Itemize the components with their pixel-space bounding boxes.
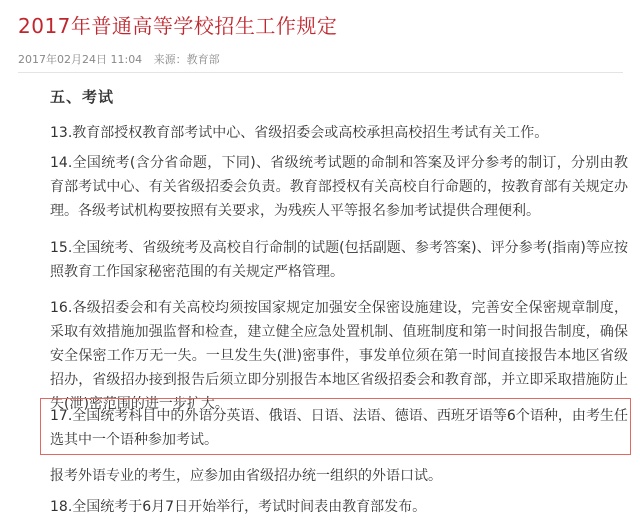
- title-divider: [18, 72, 623, 73]
- article-title: 2017年普通高等学校招生工作规定: [18, 14, 338, 38]
- publish-date: 2017年02月24日 11:04: [18, 53, 143, 66]
- paragraph-foreign-language-oral: 报考外语专业的考生，应参加由省级招办统一组织的外语口试。: [50, 468, 442, 484]
- paragraph-17: 17.全国统考科目中的外语分英语、俄语、日语、法语、德语、西班牙语等6个语种，由考生任选其中一个语种参加考试。: [50, 408, 628, 448]
- paragraph-13: 13.教育部授权教育部考试中心、省级招委会或高校承担高校招生考试有关工作。: [50, 125, 549, 141]
- article-meta: [18, 51, 228, 67]
- paragraph-16: 16.各级招委会和有关高校均须按国家规定加强安全保密设施建设，完善安全保密规章制度，采取有效措施加强监督和检查，建立健全应急处置机制、值班制度和第一时间报告制度，确保安全保密工作万无一失。一旦发生失(泄)密事件，事发单位须在第一时间直接报告本地区省级招办，省级招办接到报告后须立即分别报告本地区省级招委会和教育部，并立即采取措施防止失(泄)密范围的进一步扩大。: [50, 300, 628, 412]
- paragraph-18: 18.全国统考于6月7日开始举行，考试时间表由教育部发布。: [50, 499, 427, 515]
- paragraph-15: 15.全国统考、省级统考及高校自行命制的试题(包括副题、参考答案)、评分参考(指南)等应按照教育工作国家秘密范围的有关规定严格管理。: [50, 240, 628, 280]
- paragraph-14: 14.全国统考(含分省命题，下同)、省级统考试题的命制和答案及评分参考的制订，分别由教育部考试中心、有关省级招委会负责。教育部授权有关高校自行命题的，按教育部有关规定办理。各级考试机构要按照有关要求，为残疾人平等报名参加考试提供合理便利。: [50, 155, 628, 219]
- article-source: 来源：教育部: [153, 53, 220, 66]
- section-heading: 五、考试: [50, 88, 115, 106]
